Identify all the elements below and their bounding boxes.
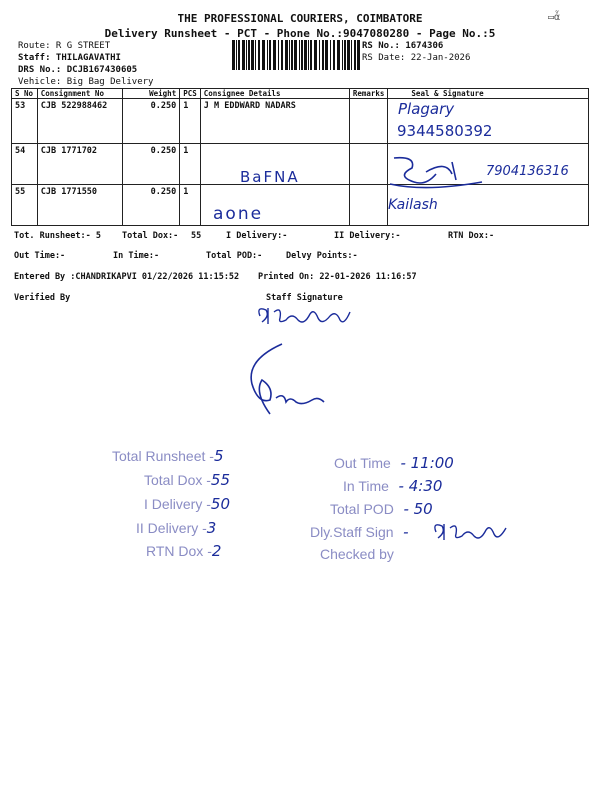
row-consignment: CJB 1771702 [37, 144, 122, 185]
col-sno: S No [12, 89, 38, 99]
rs-number: RS No.: 1674306 [362, 41, 444, 51]
table-row [12, 99, 589, 144]
entered-by: Entered By :CHANDRIKAPVI 01/22/2026 11:15:52 [14, 272, 240, 282]
document-subtitle: Delivery Runsheet - PCT - Phone No.:9047080280 - Page No.:5 [104, 27, 496, 40]
verified-by: Verified By [14, 293, 71, 303]
row-remarks [349, 185, 388, 226]
col-signature: Seal & Signature [388, 89, 589, 99]
document-title: THE PROFESSIONAL COURIERS, COIMBATORE [177, 12, 423, 25]
rtn-dox: RTN Dox:- [448, 231, 495, 241]
total-pod: Total POD:- [206, 251, 263, 261]
total-dox-value: 55 [191, 231, 202, 241]
i-delivery: I Delivery:- [226, 231, 288, 241]
phone-row53: 9344580392 [397, 122, 493, 140]
total-runsheet: Tot. Runsheet:- 5 [14, 231, 101, 241]
row-consignee: J M EDDWARD NADARS [200, 99, 349, 144]
row-remarks [349, 144, 388, 185]
staff: Staff: THILAGAVATHI [18, 53, 121, 63]
ii-delivery: II Delivery:- [334, 231, 401, 241]
rs-date: RS Date: 22-Jan-2026 [362, 53, 471, 63]
consignee-row54: BaFNA [240, 168, 300, 186]
row-weight: 0.250 [122, 185, 179, 226]
row-sno: 55 [12, 185, 38, 226]
row-consignment: CJB 522988462 [37, 99, 122, 144]
table-header-row [12, 89, 589, 99]
stamp-total-runsheet: Total Runsheet -5 [112, 447, 224, 465]
stamp-total-dox: Total Dox -55 [144, 471, 231, 489]
col-remarks: Remarks [349, 89, 388, 99]
signature-row54 [386, 152, 496, 192]
drs-number: DRS No.: DCJB167430605 [18, 65, 138, 75]
col-pcs: PCS [180, 89, 201, 99]
signature-row55: Kailash [388, 197, 438, 213]
row-pcs: 1 [180, 185, 201, 226]
in-time: In Time:- [113, 251, 160, 261]
row-weight: 0.250 [122, 144, 179, 185]
phone-row54: 7904136316 [486, 164, 569, 179]
stamp-total-pod: Total POD - 50 [330, 500, 433, 518]
printed-on: Printed On: 22-01-2026 11:16:57 [258, 272, 417, 282]
stamp-checked-by: Checked by [320, 546, 394, 562]
delivery-points: Delvy Points:- [286, 251, 358, 261]
stamp-in-time: In Time - 4:30 [343, 477, 443, 495]
stamp-staff-signature-image [430, 518, 514, 546]
stamp-i-delivery: I Delivery -50 [144, 495, 230, 513]
out-time: Out Time:- [14, 251, 66, 261]
row-weight: 0.250 [122, 99, 179, 144]
row-sno: 53 [12, 99, 38, 144]
staff-signature-image [252, 304, 362, 330]
stamp-out-time: Out Time - 11:00 [334, 454, 454, 472]
staff-signature-label: Staff Signature [266, 293, 343, 303]
col-consignment: Consignment No [37, 89, 122, 99]
vehicle: Vehicle: Big Bag Delivery [18, 77, 154, 87]
corner-mark: ▭ἇ [548, 12, 561, 23]
row-pcs: 1 [180, 99, 201, 144]
table-row [12, 185, 589, 226]
verifier-signature-image [240, 340, 330, 420]
total-dox: Total Dox:- [122, 231, 179, 241]
barcode-image [232, 40, 360, 70]
col-consignee: Consignee Details [200, 89, 349, 99]
col-weight: Weight [122, 89, 179, 99]
row-sno: 54 [12, 144, 38, 185]
signature-row53: Plagary [398, 100, 455, 118]
stamp-rtn-dox: RTN Dox -2 [146, 542, 222, 560]
route: Route: R G STREET [18, 41, 111, 51]
consignee-row55: aone [213, 204, 264, 224]
row-pcs: 1 [180, 144, 201, 185]
row-consignment: CJB 1771550 [37, 185, 122, 226]
stamp-ii-delivery: II Delivery -3 [136, 519, 217, 537]
row-remarks [349, 99, 388, 144]
runsheet-table [11, 88, 589, 226]
stamp-dly-staff-sign: Dly.Staff Sign - [310, 523, 409, 541]
